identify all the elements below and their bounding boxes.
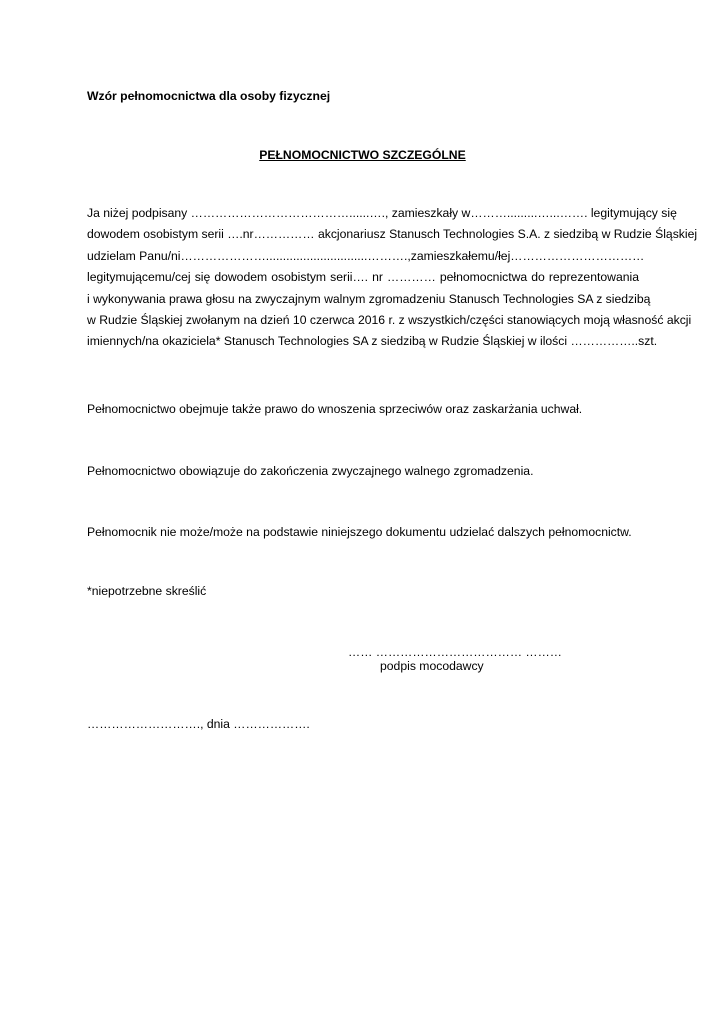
place-date-line: ………………………., dnia ………………. [87,717,310,731]
main-paragraph-line: dowodem osobistym serii ….nr…………… akcjonariusz Stanusch Technologies S.A. z siedzibą w Rudzie Śląskiej [87,227,698,242]
paragraph-substitution: Pełnomocnik nie może/może na podstawie niniejszego dokumentu udzielać dalszych pełnomocnictw. [87,525,632,539]
paragraph-validity: Pełnomocnictwo obowiązuje do zakończenia zwyczajnego walnego zgromadzenia. [87,464,534,478]
footnote: *niepotrzebne skreślić [87,584,207,598]
main-paragraph-line: udzielam Panu/ni…………………..............................……….,zamieszkałemu/łej…………………………… [87,248,645,263]
signature-label: podpis mocodawcy [380,659,484,673]
signature-field: …… ……………………………… ……… [348,645,562,659]
main-paragraph-line: legitymującemu/cej się dowodem osobistym serii…. nr ………… pełnomocnictwa do reprezentowania [87,270,639,285]
document-heading: Wzór pełnomocnictwa dla osoby fizycznej [87,89,331,103]
paragraph-objections: Pełnomocnictwo obejmuje także prawo do wnoszenia sprzeciwów oraz zaskarżania uchwał. [87,402,583,416]
document-title: PEŁNOMOCNICTWO SZCZEGÓLNE [259,148,466,162]
main-paragraph-line: i wykonywania prawa głosu na zwyczajnym walnym zgromadzeniu Stanusch Technologies SA z siedzibą [87,291,651,306]
main-paragraph-line: Ja niżej podpisany …………………………………......…., zamieszkały w……….........…...……. legitymujący się [87,206,677,220]
main-paragraph [87,203,698,353]
main-paragraph-line: imiennych/na okaziciela* Stanusch Technologies SA z siedzibą w Rudzie Śląskiej w ilości ……………..szt. [87,334,658,349]
main-paragraph-line: w Rudzie Śląskiej zwołanym na dzień 10 czerwca 2016 r. z wszystkich/części stanowiących moją własność akcji [87,312,692,327]
